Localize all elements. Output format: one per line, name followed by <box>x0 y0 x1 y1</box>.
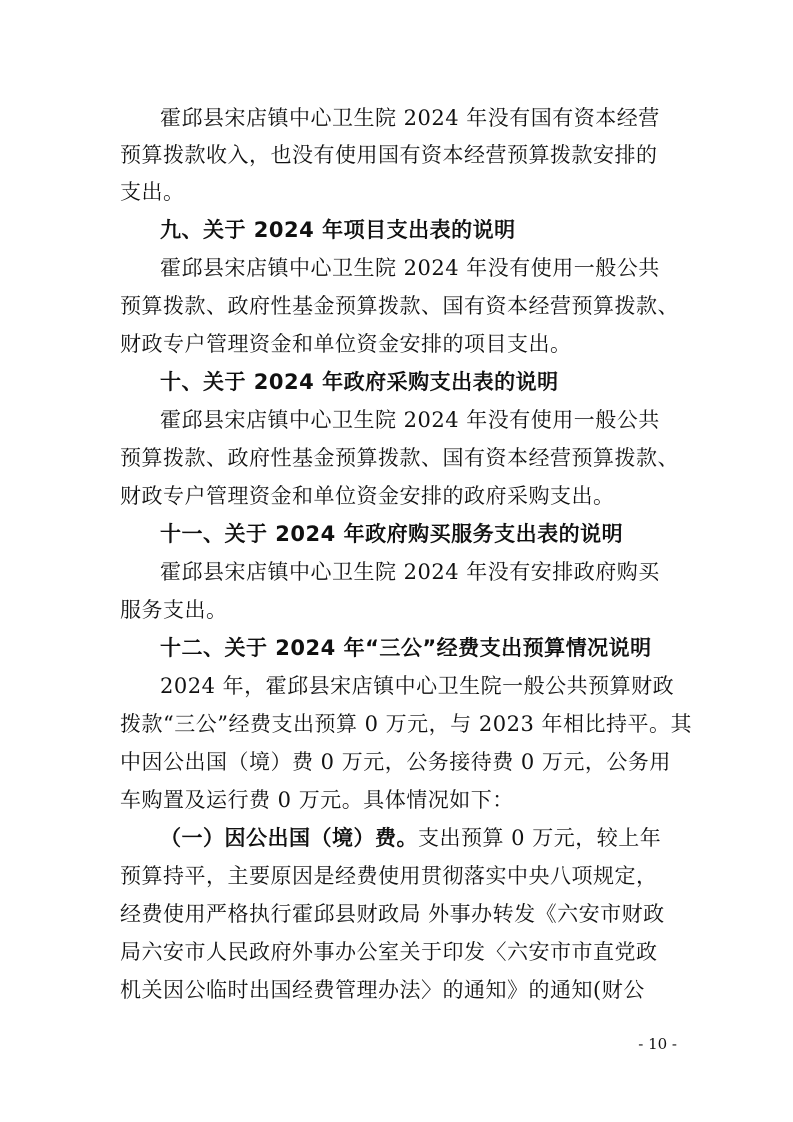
paragraph-line: 预算拨款、政府性基金预算拨款、国有资本经营预算拨款、 <box>120 294 679 318</box>
page-number: - 10 - <box>638 1035 677 1053</box>
section-heading: 九、关于 2024 年项目支出表的说明 <box>160 218 516 242</box>
subsection-title: （一）因公出国（境）费。 <box>160 826 418 850</box>
paragraph-line: 支出。 <box>120 180 185 204</box>
paragraph-line: 预算持平，主要原因是经费使用贯彻落实中央八项规定， <box>120 864 658 888</box>
paragraph-line: 财政专户管理资金和单位资金安排的项目支出。 <box>120 332 572 356</box>
paragraph-line: 2024 年，霍邱县宋店镇中心卫生院一般公共预算财政 <box>160 674 675 698</box>
section-heading: 十二、关于 2024 年“三公”经费支出预算情况说明 <box>160 636 652 660</box>
paragraph-line: 霍邱县宋店镇中心卫生院 2024 年没有使用一般公共 <box>160 408 660 432</box>
paragraph-line: 经费使用严格执行霍邱县财政局 外事办转发《六安市财政 <box>120 902 665 926</box>
paragraph-line: 财政专户管理资金和单位资金安排的政府采购支出。 <box>120 484 615 508</box>
mixed-emphasis-line <box>160 826 680 850</box>
paragraph-line: 预算拨款收入，也没有使用国有资本经营预算拨款安排的 <box>120 143 658 167</box>
paragraph-line: 霍邱县宋店镇中心卫生院 2024 年没有使用一般公共 <box>160 256 660 280</box>
paragraph-line: 局六安市人民政府外事办公室关于印发〈六安市市直党政 <box>120 940 658 964</box>
paragraph-line: 霍邱县宋店镇中心卫生院 2024 年没有安排政府购买 <box>160 560 660 584</box>
section-heading: 十、关于 2024 年政府采购支出表的说明 <box>160 370 559 394</box>
paragraph-line: 机关因公临时出国经费管理办法〉的通知》的通知(财公 <box>120 978 645 1002</box>
paragraph-line: 服务支出。 <box>120 598 228 622</box>
paragraph-line: 车购置及运行费 0 万元。具体情况如下： <box>120 788 514 812</box>
paragraph-line: 拨款“三公”经费支出预算 0 万元，与 2023 年相比持平。其 <box>120 712 692 736</box>
paragraph-line: 霍邱县宋店镇中心卫生院 2024 年没有国有资本经营 <box>160 106 660 130</box>
subsection-text: 支出预算 0 万元，较上年 <box>418 826 662 850</box>
section-heading: 十一、关于 2024 年政府购买服务支出表的说明 <box>160 522 624 546</box>
paragraph-line: 中因公出国（境）费 0 万元，公务接待费 0 万元，公务用 <box>120 750 671 774</box>
paragraph-line: 预算拨款、政府性基金预算拨款、国有资本经营预算拨款、 <box>120 446 679 470</box>
